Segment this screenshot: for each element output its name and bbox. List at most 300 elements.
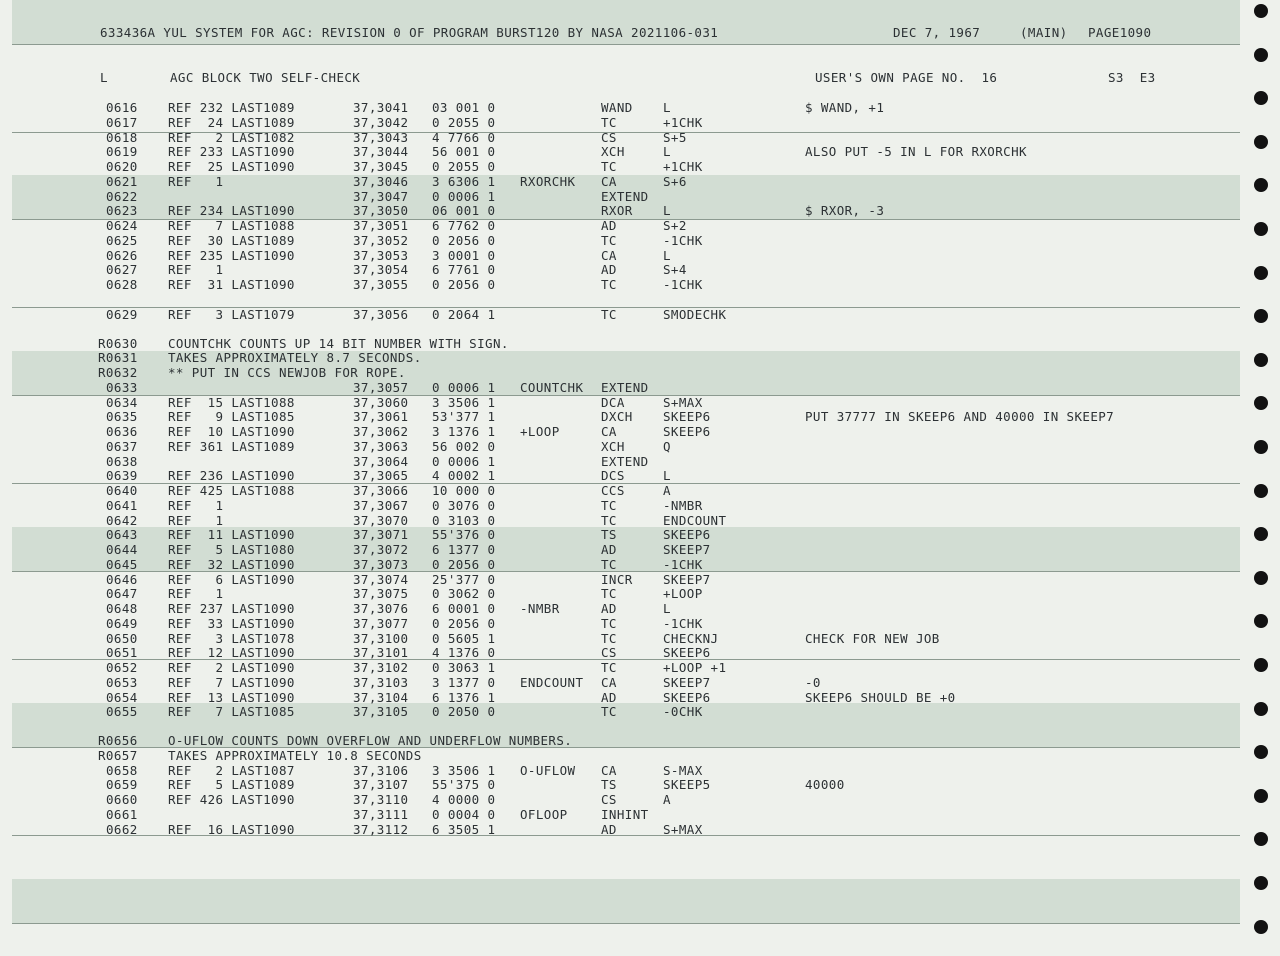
listing-seq: 0641	[106, 497, 138, 513]
listing-word: 6 0001 0	[432, 601, 496, 616]
listing-addr: 37,3074	[353, 571, 409, 587]
listing-operand: SKEEP7	[663, 571, 711, 587]
listing-word: 0 3063 1	[432, 660, 496, 675]
listing-comment: 40000	[805, 777, 845, 793]
listing-comment: $ RXOR, -3	[805, 203, 885, 219]
listing-addr: 37,3046	[353, 173, 409, 189]
listing-op: CS	[601, 129, 617, 145]
listing-seq: 0617	[106, 114, 138, 130]
listing-ref: REF 31 LAST1090	[168, 277, 295, 292]
listing-operand: S+4	[663, 262, 687, 278]
listing-word: 06 001 0	[432, 203, 496, 219]
listing-ref: REF 13 LAST1090	[168, 689, 295, 705]
feed-hole	[1254, 353, 1268, 367]
listing-addr: 37,3053	[353, 247, 409, 263]
listing-seq: 0624	[106, 218, 138, 233]
listing-operand: L	[663, 247, 671, 263]
listing-word: 4 0002 1	[432, 468, 496, 484]
listing-addr: 37,3061	[353, 409, 409, 425]
listing-op: TC	[601, 306, 617, 322]
listing-addr: 37,3075	[353, 586, 409, 602]
listing-addr: 37,3060	[353, 394, 409, 410]
listing-seq: 0628	[106, 277, 138, 292]
listing-word: 0 0006 1	[432, 379, 496, 395]
feed-hole	[1254, 658, 1268, 672]
job-id: 633436A YUL SYSTEM FOR AGC: REVISION 0 OF PROGRAM BURST120 BY NASA 2021106-031	[100, 25, 719, 40]
listing-operand: S+5	[663, 129, 687, 145]
listing-addr: 37,3054	[353, 262, 409, 278]
feed-hole	[1254, 920, 1268, 934]
listing-operand: S-MAX	[663, 762, 703, 778]
listing-operand: S+6	[663, 173, 687, 189]
listing-op: TC	[601, 586, 617, 602]
log-mark: L	[100, 70, 108, 85]
listing-op: TC	[601, 704, 617, 720]
listing-word: 0 3076 0	[432, 497, 496, 513]
listing-addr: 37,3050	[353, 203, 409, 219]
listing-operand: L	[663, 144, 671, 160]
listing-op: CA	[601, 762, 617, 778]
listing-addr: 37,3103	[353, 674, 409, 690]
user-page-number: USER'S OWN PAGE NO. 16	[815, 70, 998, 85]
listing-seq: 0658	[106, 762, 138, 778]
listing-seq: R0657	[98, 747, 138, 763]
listing-addr: 37,3065	[353, 468, 409, 484]
listing-ref: REF 33 LAST1090	[168, 615, 295, 631]
listing-operand: SKEEP5	[663, 777, 711, 793]
listing-word: 0 2056 0	[432, 615, 496, 631]
listing-operand: SMODECHK	[663, 306, 727, 322]
listing-operand: -0CHK	[663, 704, 703, 720]
listing-word: 3 3506 1	[432, 762, 496, 778]
listing-addr: 37,3064	[353, 453, 409, 469]
listing-comment: -0	[805, 674, 821, 690]
listing-word: 3 1377 0	[432, 674, 496, 690]
listing-word: 25'377 0	[432, 571, 496, 587]
listing-seq: 0633	[106, 379, 138, 395]
listing-label: OFLOOP	[520, 806, 568, 822]
listing-ref: REF 6 LAST1090	[168, 571, 295, 587]
feed-hole	[1254, 309, 1268, 323]
listing-word: 0 0004 0	[432, 806, 496, 822]
listing-addr: 37,3045	[353, 159, 409, 174]
listing-op: CA	[601, 424, 617, 439]
listing-operand: -1CHK	[663, 615, 703, 631]
listing-operand: SKEEP6	[663, 409, 711, 425]
listing-word: 6 1377 0	[432, 542, 496, 557]
listing-word: 6 7761 0	[432, 262, 496, 278]
listing-seq: 0635	[106, 409, 138, 425]
feed-hole	[1254, 571, 1268, 585]
listing-op: DCA	[601, 394, 625, 410]
listing-seq: 0637	[106, 438, 138, 454]
listing-operand: +1CHK	[663, 114, 703, 130]
listing-op: TC	[601, 114, 617, 130]
listing-seq: 0625	[106, 232, 138, 248]
listing-ref: REF 11 LAST1090	[168, 527, 295, 543]
listing-word: 3 0001 0	[432, 247, 496, 263]
listing-op: AD	[601, 821, 617, 837]
listing-op: DCS	[601, 468, 625, 484]
listing-seq: 0645	[106, 556, 138, 572]
listing-label: ENDCOUNT	[520, 674, 584, 690]
listing-seq: 0629	[106, 306, 138, 322]
listing-seq: 0642	[106, 512, 138, 528]
feed-hole	[1254, 135, 1268, 149]
listing-seq: 0636	[106, 424, 138, 439]
listing-seq: 0643	[106, 527, 138, 543]
listing-addr: 37,3104	[353, 689, 409, 705]
listing-addr: 37,3102	[353, 660, 409, 675]
listing-addr: 37,3057	[353, 379, 409, 395]
listing-seq: 0621	[106, 173, 138, 189]
feed-hole	[1254, 745, 1268, 759]
listing-op: INHINT	[601, 806, 649, 822]
listing-seq: R0632	[98, 365, 138, 380]
listing-op: CS	[601, 645, 617, 661]
listing-addr: 37,3071	[353, 527, 409, 543]
listing-addr: 37,3055	[353, 277, 409, 292]
listing-operand: L	[663, 100, 671, 115]
listing-ref: REF 5 LAST1089	[168, 777, 295, 793]
listing-addr: 37,3063	[353, 438, 409, 454]
listing-seq: 0616	[106, 100, 138, 115]
listing-op: TC	[601, 556, 617, 572]
listing-operand: CHECKNJ	[663, 630, 719, 646]
listing-addr: 37,3047	[353, 188, 409, 204]
listing-comment: ALSO PUT -5 IN L FOR RXORCHK	[805, 144, 1027, 160]
listing-word: 10 000 0	[432, 483, 496, 498]
feed-hole	[1254, 789, 1268, 803]
listing-op: INCR	[601, 571, 633, 587]
listing-op: EXTEND	[601, 453, 649, 469]
listing-operand: SKEEP6	[663, 645, 711, 661]
listing-ref: REF 3 LAST1078	[168, 630, 295, 646]
listing-operand: ENDCOUNT	[663, 512, 727, 528]
listing-operand: SKEEP6	[663, 424, 711, 439]
listing-ref: REF 16 LAST1090	[168, 821, 295, 837]
listing-seq: 0627	[106, 262, 138, 278]
feed-hole	[1254, 91, 1268, 105]
listing-word: 0 3062 0	[432, 586, 496, 602]
feed-hole	[1254, 876, 1268, 890]
listing-seq: 0620	[106, 159, 138, 174]
listing-operand: L	[663, 468, 671, 484]
listing-op: CCS	[601, 483, 625, 498]
listing-op: DXCH	[601, 409, 633, 425]
listing-seq: 0653	[106, 674, 138, 690]
listing-ref: REF 426 LAST1090	[168, 792, 295, 807]
listing-word: 3 3506 1	[432, 394, 496, 410]
listing-word: 56 002 0	[432, 438, 496, 454]
listing-ref: REF 7 LAST1090	[168, 674, 295, 690]
listing-operand: S+MAX	[663, 394, 703, 410]
listing-operand: A	[663, 483, 671, 498]
listing-ref: REF 32 LAST1090	[168, 556, 295, 572]
listing-addr: 37,3067	[353, 497, 409, 513]
feed-hole	[1254, 222, 1268, 236]
listing-addr: 37,3051	[353, 218, 409, 233]
listing-word: 0 2055 0	[432, 114, 496, 130]
listing-addr: 37,3100	[353, 630, 409, 646]
listing-word: 0 0006 1	[432, 188, 496, 204]
listing-op: CS	[601, 792, 617, 807]
page-subheader	[0, 70, 1156, 85]
listing-addr: 37,3111	[353, 806, 409, 822]
listing-word: 4 7766 0	[432, 129, 496, 145]
listing-op: EXTEND	[601, 379, 649, 395]
listing-op: CA	[601, 674, 617, 690]
listing-seq: 0647	[106, 586, 138, 602]
listing-addr: 37,3044	[353, 144, 409, 160]
listing-op: EXTEND	[601, 188, 649, 204]
listing-addr: 37,3066	[353, 483, 409, 498]
listing-operand: S+MAX	[663, 821, 703, 837]
listing-seq: 0638	[106, 453, 138, 469]
feed-hole	[1254, 702, 1268, 716]
listing-ref: REF 234 LAST1090	[168, 203, 295, 219]
listing-addr: 37,3106	[353, 762, 409, 778]
listing-word: 3 1376 1	[432, 424, 496, 439]
listing-ref: REF 1	[168, 173, 224, 189]
listing-seq: 0646	[106, 571, 138, 587]
listing-word: 55'375 0	[432, 777, 496, 793]
listing-seq: 0623	[106, 203, 138, 219]
listing-addr: 37,3070	[353, 512, 409, 528]
listing-text: TAKES APPROXIMATELY 10.8 SECONDS	[168, 747, 422, 763]
listing-seq: 0651	[106, 645, 138, 661]
listing-seq: 0649	[106, 615, 138, 631]
listing-ref: REF 24 LAST1089	[168, 114, 295, 130]
listing-operand: SKEEP6	[663, 689, 711, 705]
feed-hole	[1254, 832, 1268, 846]
listing-addr: 37,3062	[353, 424, 409, 439]
page-number: PAGE1090	[1088, 25, 1152, 40]
listing-op: TC	[601, 660, 617, 675]
listing-op: TS	[601, 527, 617, 543]
listing-ref: REF 5 LAST1080	[168, 542, 295, 557]
listing-seq: R0630	[98, 335, 138, 351]
listing-op: XCH	[601, 144, 625, 160]
listing-op: XCH	[601, 438, 625, 454]
listing-ref: REF 2 LAST1090	[168, 660, 295, 675]
listing-addr: 37,3112	[353, 821, 409, 837]
listing-ref: REF 1	[168, 262, 224, 278]
listing-operand: -1CHK	[663, 232, 703, 248]
listing-ref: REF 7 LAST1088	[168, 218, 295, 233]
listing-op: TC	[601, 277, 617, 292]
feed-hole	[1254, 440, 1268, 454]
listing-ref: REF 361 LAST1089	[168, 438, 295, 454]
listing-addr: 37,3072	[353, 542, 409, 557]
listing-addr: 37,3041	[353, 100, 409, 115]
listing-addr: 37,3073	[353, 556, 409, 572]
listing-word: 0 5605 1	[432, 630, 496, 646]
page-header	[0, 25, 1152, 40]
listing-op: TS	[601, 777, 617, 793]
listing-ref: REF 1	[168, 497, 224, 513]
listing-ref: REF 2 LAST1087	[168, 762, 295, 778]
listing-word: 03 001 0	[432, 100, 496, 115]
listing-addr: 37,3105	[353, 704, 409, 720]
listing-seq: 0660	[106, 792, 138, 807]
listing-addr: 37,3077	[353, 615, 409, 631]
listing-comment: CHECK FOR NEW JOB	[805, 630, 940, 646]
listing-addr: 37,3110	[353, 792, 409, 807]
listing-operand: SKEEP7	[663, 674, 711, 690]
block-title: AGC BLOCK TWO SELF-CHECK	[170, 70, 361, 85]
band-rule	[12, 923, 1240, 924]
listing-word: 0 2055 0	[432, 159, 496, 174]
listing-operand: S+2	[663, 218, 687, 233]
listing-ref: REF 10 LAST1090	[168, 424, 295, 439]
listing-ref: REF 15 LAST1088	[168, 394, 295, 410]
listing-text: O-UFLOW COUNTS DOWN OVERFLOW AND UNDERFLOW NUMBERS.	[168, 733, 573, 748]
listing-addr: 37,3107	[353, 777, 409, 793]
listing-ref: REF 30 LAST1089	[168, 232, 295, 248]
listing-label: O-UFLOW	[520, 762, 576, 778]
listing-ref: REF 12 LAST1090	[168, 645, 295, 661]
listing-word: 0 2064 1	[432, 306, 496, 322]
listing-seq: 0648	[106, 601, 138, 616]
listing-op: CA	[601, 247, 617, 263]
listing-op: TC	[601, 630, 617, 646]
listing-comment: $ WAND, +1	[805, 100, 885, 115]
listing-word: 0 2056 0	[432, 556, 496, 572]
listing-addr: 37,3076	[353, 601, 409, 616]
listing-operand: L	[663, 601, 671, 616]
listing-seq: R0631	[98, 350, 138, 366]
feed-hole	[1254, 527, 1268, 541]
listing-ref: REF 1	[168, 586, 224, 602]
listing-seq: R0656	[98, 733, 138, 748]
feed-hole	[1254, 4, 1268, 18]
listing-comment: PUT 37777 IN SKEEP6 AND 40000 IN SKEEP7	[805, 409, 1115, 425]
listing-seq: 0639	[106, 468, 138, 484]
listing-ref: REF 425 LAST1088	[168, 483, 295, 498]
listing-label: -NMBR	[520, 601, 560, 616]
listing-op: AD	[601, 689, 617, 705]
feed-hole	[1254, 396, 1268, 410]
listing-operand: -1CHK	[663, 556, 703, 572]
listing-word: 4 0000 0	[432, 792, 496, 807]
listing-word: 6 1376 1	[432, 689, 496, 705]
print-date: DEC 7, 1967	[893, 25, 981, 40]
listing-seq: 0659	[106, 777, 138, 793]
listing-word: 6 7762 0	[432, 218, 496, 233]
listing-addr: 37,3056	[353, 306, 409, 322]
listing-word: 53'377 1	[432, 409, 496, 425]
listing-op: RXOR	[601, 203, 633, 219]
listing-word: 55'376 0	[432, 527, 496, 543]
listing-operand: +1CHK	[663, 159, 703, 174]
listing-ref: REF 3 LAST1079	[168, 306, 295, 322]
listing-ref: REF 233 LAST1090	[168, 144, 295, 160]
sheet-code: S3 E3	[1108, 70, 1156, 85]
listing-ref: REF 232 LAST1089	[168, 100, 295, 115]
listing-addr: 37,3043	[353, 129, 409, 145]
listing-seq: 0622	[106, 188, 138, 204]
listing-addr: 37,3052	[353, 232, 409, 248]
listing-ref: REF 237 LAST1090	[168, 601, 295, 616]
listing-seq: 0619	[106, 144, 138, 160]
listing-seq: 0654	[106, 689, 138, 705]
listing-ref: REF 2 LAST1082	[168, 129, 295, 145]
listing-seq: 0662	[106, 821, 138, 837]
feed-hole	[1254, 484, 1268, 498]
listing-seq: 0640	[106, 483, 138, 498]
listing-seq: 0634	[106, 394, 138, 410]
listing-ref: REF 25 LAST1090	[168, 159, 295, 174]
listing-operand: +LOOP	[663, 586, 703, 602]
listing-op: TC	[601, 512, 617, 528]
listing-word: 4 1376 0	[432, 645, 496, 661]
listing-seq: 0655	[106, 704, 138, 720]
listing-operand: +LOOP +1	[663, 660, 727, 675]
listing-word: 6 3505 1	[432, 821, 496, 837]
listing-operand: -1CHK	[663, 277, 703, 292]
listing-op: TC	[601, 232, 617, 248]
listing-op: AD	[601, 601, 617, 616]
green-band	[12, 879, 1240, 923]
listing-operand: SKEEP7	[663, 542, 711, 557]
listing-word: 0 2050 0	[432, 704, 496, 720]
feed-hole	[1254, 614, 1268, 628]
listing-word: 0 0006 1	[432, 453, 496, 469]
listing-word: 56 001 0	[432, 144, 496, 160]
listing-word: 0 2056 0	[432, 277, 496, 292]
listing-operand: A	[663, 792, 671, 807]
feed-hole	[1254, 178, 1268, 192]
listing-ref: REF 1	[168, 512, 224, 528]
band-rule	[12, 44, 1240, 45]
listing-op: AD	[601, 262, 617, 278]
listing-addr: 37,3042	[353, 114, 409, 130]
listing-seq: 0650	[106, 630, 138, 646]
listing-seq: 0652	[106, 660, 138, 675]
listing-operand: SKEEP6	[663, 527, 711, 543]
feed-hole	[1254, 266, 1268, 280]
listing-addr: 37,3101	[353, 645, 409, 661]
listing-label: +LOOP	[520, 424, 560, 439]
listing-word: 0 2056 0	[432, 232, 496, 248]
listing-seq: 0618	[106, 129, 138, 145]
listing-ref: REF 7 LAST1085	[168, 704, 295, 720]
listing-op: TC	[601, 159, 617, 174]
listing-seq: 0644	[106, 542, 138, 557]
listing-ref: REF 235 LAST1090	[168, 247, 295, 263]
listing-op: CA	[601, 173, 617, 189]
section-label: (MAIN)	[1020, 25, 1068, 40]
listing-op: AD	[601, 542, 617, 557]
listing-text: ** PUT IN CCS NEWJOB FOR ROPE.	[168, 365, 406, 380]
listing-ref: REF 9 LAST1085	[168, 409, 295, 425]
listing-op: TC	[601, 615, 617, 631]
listing-word: 3 6306 1	[432, 173, 496, 189]
listing-label: RXORCHK	[520, 173, 576, 189]
listing-op: WAND	[601, 100, 633, 115]
feed-hole	[1254, 48, 1268, 62]
listing-op: TC	[601, 497, 617, 513]
listing-seq: 0661	[106, 806, 138, 822]
listing-word: 0 3103 0	[432, 512, 496, 528]
listing-operand: L	[663, 203, 671, 219]
listing-text: COUNTCHK COUNTS UP 14 BIT NUMBER WITH SIGN.	[168, 335, 509, 351]
listing-operand: Q	[663, 438, 671, 454]
listing-ref: REF 236 LAST1090	[168, 468, 295, 484]
listing-comment: SKEEP6 SHOULD BE +0	[805, 689, 956, 705]
listing-seq: 0626	[106, 247, 138, 263]
